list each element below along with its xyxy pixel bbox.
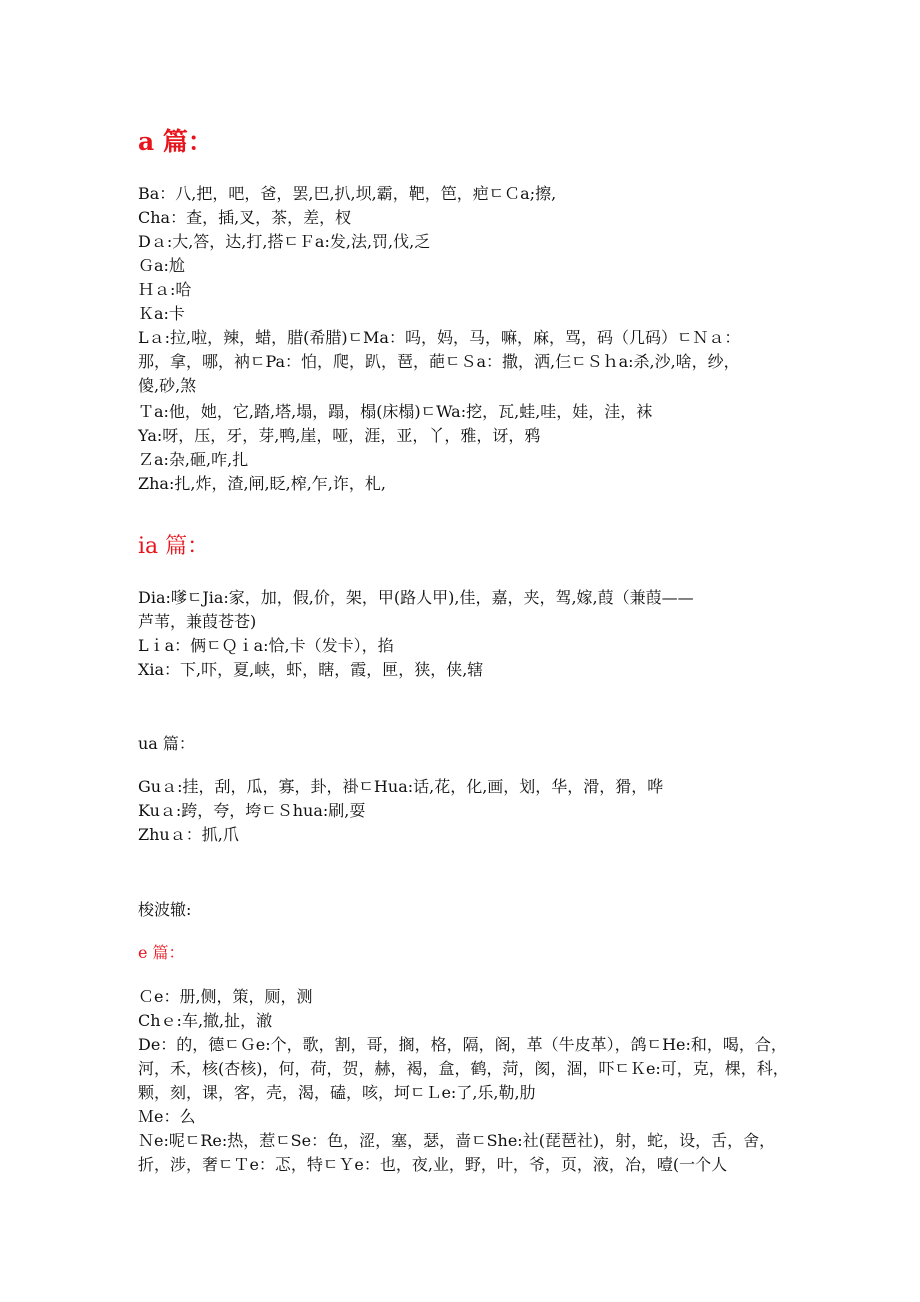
text-line: Ｔa:他，她，它,踏,塔,塌，蹋，榻(床榻)ﾧWa:挖，瓦,蛙,哇，娃，洼，袜 (138, 402, 653, 421)
text-line: Zha:扎,炸，渣,闸,眨,榨,乍,诈，札, (138, 474, 386, 493)
heading-e: e 篇： (138, 943, 185, 962)
text-line: Ｍe：么 (138, 1107, 196, 1126)
text-line: Ｋa:卡 (138, 304, 185, 323)
text-line: Zhuａ：抓,爪 (138, 825, 239, 844)
heading-ia: ia 篇： (138, 534, 210, 559)
text-line: 傻,砂,煞 (138, 376, 197, 395)
text-line: Ｃe：册,侧，策，厕，测 (138, 987, 313, 1006)
text-line: Cha：查，插,叉，茶，差，杈 (138, 208, 352, 227)
text-line: Ｈａ:哈 (138, 280, 192, 299)
text-line: Guａ:挂，刮，瓜，寡，卦，褂ﾧHua:话,花，化,画，划，华，滑，猾，哗 (138, 777, 664, 796)
heading-a: a 篇： (138, 127, 213, 156)
text-line: De：的，德ﾧＧe:个，歌，割，哥，搁，格，隔，阁，革（牛皮革），鸽ﾧHe:和，喝，合， (138, 1035, 787, 1054)
text-line: 芦苇，兼葭苍苍) (138, 612, 257, 631)
text-line: Dia:嗲ﾧJia:家，加，假,价，架，甲(路人甲),佳，嘉，夹，驾,嫁,葭（兼葭—— (138, 588, 694, 607)
heading-misc: 梭波辙: (138, 900, 192, 919)
text-line: 河，禾，核(杏核)，何，荷，贺，赫，褐，盒，鹤，菏，阂，涸，吓ﾧＫe:可，克，棵，科， (138, 1059, 789, 1078)
text-line: 颗，刻，课，客，壳，渴，磕，咳，坷ﾧＬe:了,乐,勒,肋 (138, 1083, 536, 1102)
heading-ua: ua 篇： (138, 734, 195, 753)
text-line: 折，涉，奢ﾧＴe：忑，特ﾧＹe：也，夜,业，野，叶，爷，页，液，冶，噎(一个人 (138, 1155, 728, 1174)
text-line: Lｉa：俩ﾧＱｉa:恰,卡（发卡），掐 (138, 636, 394, 655)
text-line: Kuａ:跨，夸，垮ﾧＳhua:刷,耍 (138, 801, 366, 820)
text-line: 那，拿，哪，衲ﾧPa：怕，爬，趴，琶，葩ﾧＳa：撒，洒,仨ﾧＳｈa:杀,沙,啥，纱， (138, 352, 740, 371)
text-line: Ya:呀，压，牙，芽,鸭,崖，哑，涯，亚，丫，雅，讶，鸦 (138, 426, 541, 445)
text-line: Xia：下,吓，夏,峡，虾，瞎，霞，匣，狭，侠,辖 (138, 660, 484, 679)
text-line: Ba：八,把，吧，爸，罢,巴,扒,坝,霸，靶，笆，疤ﾧＣa;擦, (138, 184, 557, 203)
text-line: Lａ:拉,啦，辣，蜡，腊(希腊)ﾧMa：吗，妈，马，嘛，麻，骂，码（几码）ﾧＮａ： (138, 328, 741, 347)
text-line: Dａ:大,答，达,打,搭ﾧＦa:发,法,罚,伐,乏 (138, 232, 431, 251)
text-line: Ｇa:尬 (138, 256, 185, 275)
text-line: Ｚa:杂,砸,咋,扎 (138, 450, 249, 469)
text-line: Chｅ:车,撤,扯，澈 (138, 1011, 273, 1030)
text-line: Ｎe:呢ﾧRe:热，惹ﾧSe：色，涩，塞，瑟，啬ﾧShe:社(琵琶社)，射，蛇，设，舌，舍， (138, 1131, 776, 1150)
